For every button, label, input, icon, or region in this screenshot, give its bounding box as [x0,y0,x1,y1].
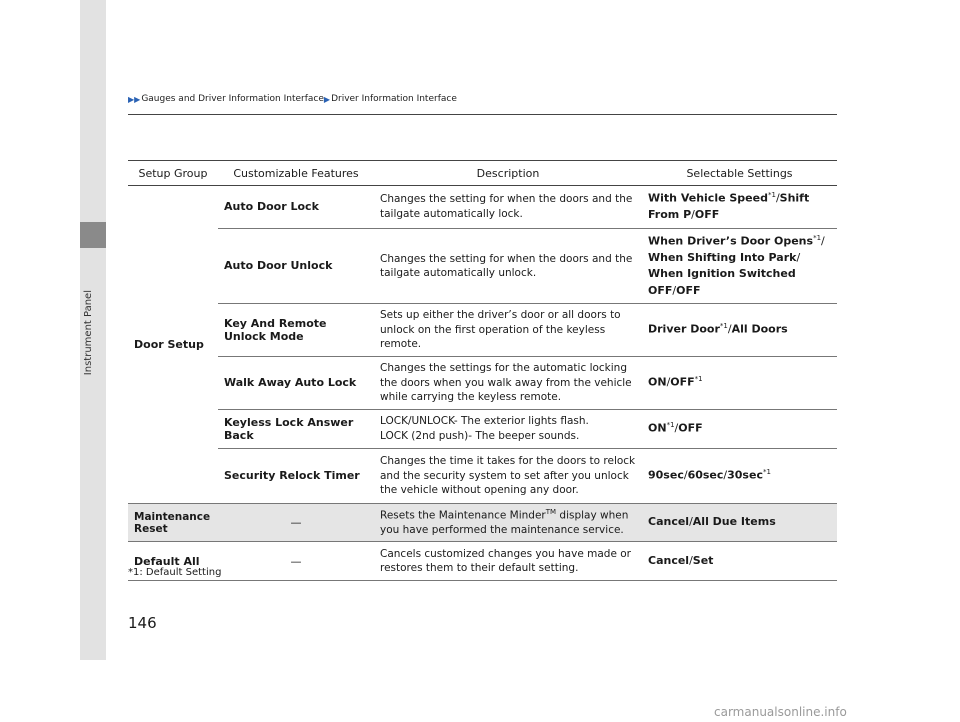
option: OFF [676,283,701,297]
table-row [128,542,837,581]
separator: / [666,375,671,389]
feature-name: Auto Door Lock [218,186,374,229]
feature-name: — [218,503,374,541]
setup-group-cell: Default All [128,542,218,581]
table-row [128,356,837,409]
selectable-settings [642,228,837,304]
feature-description: Sets up either the driver’s door or all doors to unlock on the first operation of the keyless remote. [374,304,642,356]
footnote-mark: *1 [813,233,822,242]
feature-name: Auto Door Unlock [218,228,374,304]
watermark: carmanualsonline.info [714,705,847,719]
option: 60sec [687,468,724,482]
footnote: *1: Default Setting [128,567,222,578]
feature-description: Cancels customized changes you have made or restores them to their default setting. [374,542,642,581]
feature-name: — [218,542,374,581]
option: When Ignition Switched OFF [648,267,796,297]
option: All Due Items [692,515,776,529]
table-row [128,186,837,229]
table-row [128,448,837,503]
description-text: display when you have performed the maintenance service. [380,509,629,536]
option: Driver Door [648,323,720,337]
separator: / [796,250,801,264]
option: Cancel [648,553,690,567]
description-line: LOCK (2nd push)- The beeper sounds. [380,429,580,442]
option: Cancel [648,515,690,529]
feature-description: Changes the setting for when the doors and the tailgate automatically lock. [374,186,642,229]
separator: / [689,553,693,567]
arrow-right-icon: ▶▶ [128,94,141,104]
arrow-right-icon: ▶ [323,94,331,104]
selectable-settings [642,448,837,503]
section-label: Instrument Panel [83,290,94,376]
column-header: Setup Group [128,161,218,186]
selectable-settings [642,186,837,229]
feature-description: Changes the time it takes for the doors to relock and the security system to set after you unlock the vehicle without opening any door. [374,448,642,503]
selectable-settings [642,503,837,541]
separator: / [689,515,693,529]
feature-description [374,409,642,448]
setup-group-cell: Door Setup [128,186,218,504]
feature-description: Changes the settings for the automatic locking the doors when you walk away from the vehicle while carrying the keyless remote. [374,356,642,409]
separator: / [691,208,695,222]
footnote-mark: *1 [694,375,703,384]
breadcrumb-item[interactable]: Gauges and Driver Information Interface [141,94,324,104]
option: ON [648,421,667,435]
option: All Doors [731,323,788,337]
feature-description: Changes the setting for when the doors and the tailgate automatically unlock. [374,228,642,304]
footnote-mark: *1 [767,191,776,199]
option: OFF [694,208,720,222]
option: Shift From P [648,191,810,222]
separator: / [674,421,679,435]
header-divider [128,114,837,115]
option: ON [648,375,667,389]
separator: / [672,283,677,297]
description-line: LOCK/UNLOCK- The exterior lights flash. [380,415,589,428]
table-row [128,409,837,448]
feature-name: Key And Remote Unlock Mode [218,304,374,356]
settings-table [128,160,837,581]
trademark-mark: TM [545,507,557,516]
breadcrumb [128,94,457,104]
option: With Vehicle Speed [648,191,768,205]
table-row [128,503,837,541]
footnote-mark: *1 [666,421,675,430]
table-row [128,304,837,356]
feature-name: Security Relock Timer [218,448,374,503]
option: 90sec [648,468,684,482]
separator: / [683,468,688,482]
option: Set [692,553,714,567]
table-row [128,228,837,304]
footnote-mark: *1 [762,468,771,477]
setup-group-cell: Maintenance Reset [128,503,218,541]
section-tab-marker [80,222,106,248]
separator: / [821,234,825,248]
selectable-settings [642,542,837,581]
option: When Shifting Into Park [648,250,797,264]
page-number: 146 [128,614,157,632]
description-text: Resets the Maintenance Minder [380,509,546,522]
column-header: Description [374,161,642,186]
breadcrumb-item[interactable]: Driver Information Interface [331,94,457,104]
feature-name: Keyless Lock Answer Back [218,409,374,448]
selectable-settings [642,304,837,356]
separator: / [727,323,732,337]
separator: / [775,191,780,205]
column-header: Customizable Features [218,161,374,186]
separator: / [723,468,728,482]
option: 30sec [727,468,763,482]
option: OFF [678,421,703,435]
option: OFF [670,375,695,389]
table-header-row [128,161,837,186]
option: When Driver’s Door Opens [648,234,814,248]
feature-name: Walk Away Auto Lock [218,356,374,409]
feature-description [374,503,642,541]
footnote-mark: *1 [719,322,728,331]
selectable-settings [642,356,837,409]
column-header: Selectable Settings [642,161,837,186]
selectable-settings [642,409,837,448]
